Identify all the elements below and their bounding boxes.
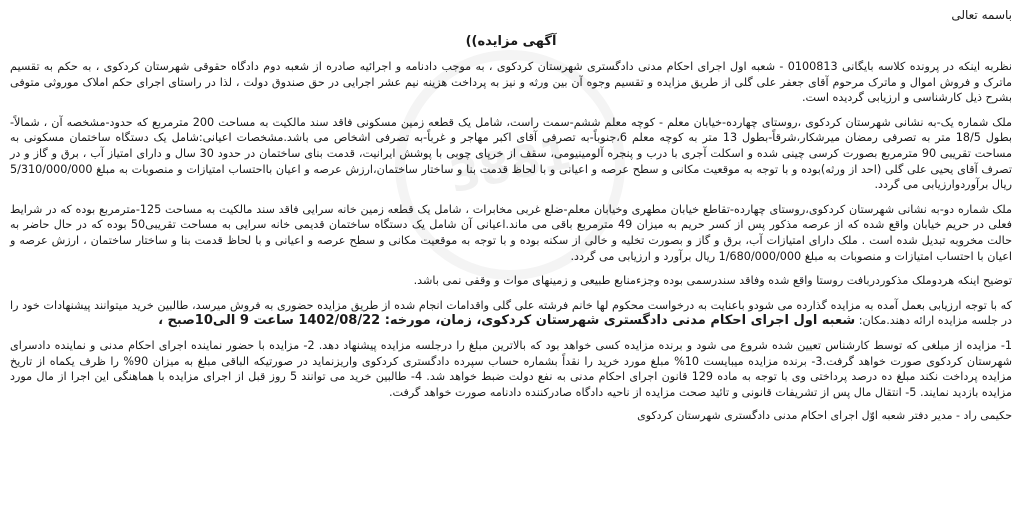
explanation-paragraph: توضیح اینکه هردوملک مذکوردربافت روستا واقع شده وفاقد سندرسمی بوده وجزءمنابع طبیعی و زمینهای موات و وقفی نمی باشد. <box>413 274 1012 288</box>
watermark-number: 3881 <box>444 127 576 203</box>
auction-intro-text: که با توجه ارزیابی بعمل آمده به مزایده گذارده می شودو باعنایت به درخواست محکوم لها خانم فرشته علی گلی واقدامات انجام شده از طریق مزایده حضوری به فروش میرسد، طالبین خرید میتوانند پیشنهادات خود را در جلسه مزایده ارائه دهند.مکان: <box>10 298 1012 328</box>
auction-announcement-paragraph <box>10 298 1012 329</box>
auction-conditions-paragraph: 1- مزایده از مبلغی که توسط کارشناس تعیین شده شروع می شود و برنده مزایده کسی خواهد بود که بالاترین مبلغ را درجلسه مزایده پیشنهاد دهد. 2- مزایده با حضور نماینده اجرای احکام مدنی و نماینده دادسرای شهرستان کردکوی صورت خواهد گرفت.3- برنده مزایده میبایست 10% مبلغ مورد خرید را نقداً بشماره حساب سپرده دادگستری کردکوی واریزنماید در صورتیکه الباقی مبلغ به میزان 90% را ظرف یکماه از تاریخ مزایده پرداخت نکند مبلغ ده درصد پرداختی وی با توجه به ماده 129 قانون اجرای احکام مدنی به نفع دولت ضبط خواهد شد. 4- طالبین خرید می توانند 5 روز قبل از اجرای مزایده با هماهنگی این اجرا از مال مورد مزایده بازدید نمایند. 5- انتقال مال پس از تشریفات قانونی و تائید صحت مزایده از ناحیه دادگاه صادرکننده دادنامه صورت خواهد گرفت. <box>10 338 1013 399</box>
notice-title: آگهی مزایده)) <box>465 34 557 49</box>
intro-paragraph: نظربه اینکه در پرونده کلاسه بایگانی 0100813 - شعبه اول اجرای احکام مدنی دادگستری شهرستان کردکوی ، به موجب دادنامه و اجرائیه صادره از شعبه دوم دادگاه حقوقی شهرستان کردکوی ، به حکم به تقسیم ماترک و فروش اموال و ماترک مرحوم آقای جعفر علی گلی از طریق مزایده و تقسیم وجوه آن بین ورثه و نیز به پرداخت هزینه نیم عشر اجرایی در حق صندوق دولت ، لذا در راستای اجرای حکم املاک موروثی متوفی بشرح ذیل کارشناسی و ارزیابی گردیده است. <box>10 60 1012 105</box>
bismillah-heading: باسمه تعالی <box>951 8 1012 22</box>
property-two-paragraph: ملک شماره دو-به نشانی شهرستان کردکوی،روستای چهارده-تقاطع خیابان مطهری وخیابان معلم-ضلع غربی مخابرات ، شامل یک قطعه زمین خانه سرایی فاقد سند مالکیت به مساحت 125-مترمربع بوده که در شرایط فعلی در حریم خیابان واقع شده که از عرصه مذکور پس از کسر حریم به میزان 49 مترمربع باقی می ماند.اعیانی آن شامل یک دستگاه ساختمان قدیمی خانه سرایی به مساحت تقریبی50 بوده که در حال حاضر به حالت مخروبه تبدیل شده است . ملک دارای امتیازات آب، برق و گاز و بصورت تخلیه و خالی از سکنه بوده و با توجه به موقعیت مکانی و سطح عرصه و اعیانی و با لحاظ قدمت بنا و ساختار ساختمان ، ارزش عرصه و اعیان با احتساب امتیازات و منصوبات به مبلغ 1/680/000/000 ریال برآورد و ارزیابی می گردد. <box>10 202 1013 263</box>
property-one-paragraph: ملک شماره یک-به نشانی شهرستان کردکوی ،روستای چهارده-خیابان معلم - کوچه معلم ششم-سمت راست، شامل یک قطعه زمین مسکونی فاقد سند مالکیت به مساحت 200 مترمربع که حدود-مشخصه آن ، شمالاً-بطول 18/5 متر به تصرفی رمضان میرشکار،شرقاً-بطول 13 متر به کوچه معلم 6،جنوباً-به تصرفی آقای اکبر مهاجر و غرباً-به تصرفی اشخاص می باشد.مشخصات اعیانی:شامل یک دستگاه ساختمان مسکونی به مساحت تقریبی 90 مترمربع بصورت کرسی چینی شده و اسکلت آجری با درب و پنجره آلومینیومی، سقف از خرپای چوبی با پوشش ایرانیت، قدمت بنای ساختمان در حدود 30 سال و دارای امتیاز آب ، برق و گاز و در تصرف آقای یحیی علی گلی (احد از ورثه)بوده و با توجه به موقعیت مکانی و سطح عرصه و اعیانی و با لحاظ قدمت بنا و ساختار ساختمان،ارزش عرصه و اعیان بااحتساب امتیازات و منصوبات به مبلغ 5/310/000/000 ریال برآوردوارزیابی می گردد. <box>10 115 1012 192</box>
signature-line: حکیمی راد - مدیر دفتر شعبه اوّل اجرای احکام مدنی دادگستری شهرستان کردکوی <box>637 409 1012 423</box>
auction-place-time: شعبه اول اجرای احکام مدنی دادگستری شهرستان کردکوی، زمان، مورخه: 1402/08/22 ساعت 9 الی10صبح ، <box>158 313 856 329</box>
